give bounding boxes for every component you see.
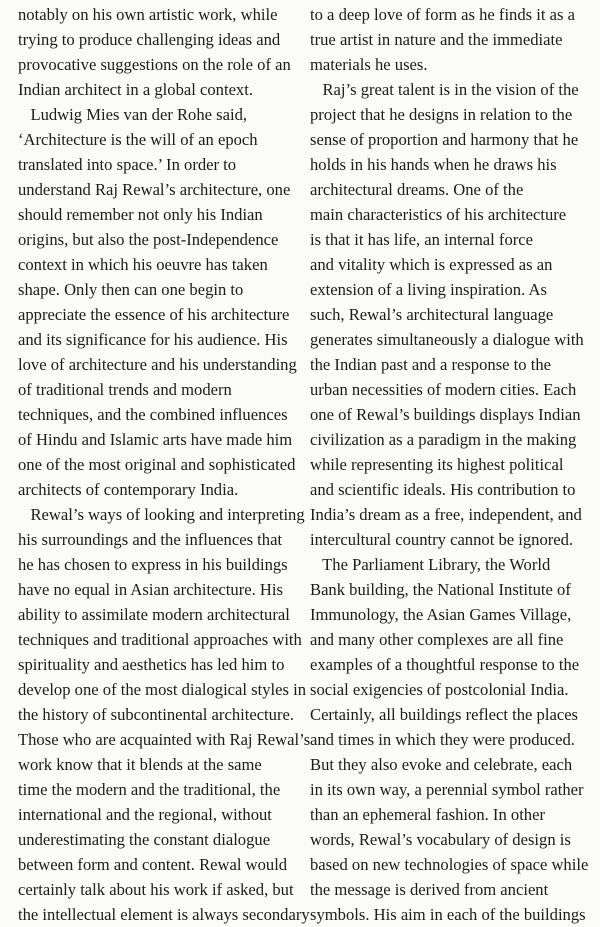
text-line: generates simultaneously a dialogue with xyxy=(310,330,584,349)
text-line: main characteristics of his architecture xyxy=(310,205,567,224)
right-text-column xyxy=(310,2,594,927)
text-line: and scientific ideals. His contribution to xyxy=(310,480,576,499)
text-line: the Indian past and a response to the xyxy=(310,355,551,374)
text-line: India’s dream as a free, independent, and xyxy=(310,505,582,524)
text-line: project that he designs in relation to the xyxy=(310,105,573,124)
text-line: of Hindu and Islamic arts have made him xyxy=(18,430,293,449)
text-line: social exigencies of postcolonial India. xyxy=(310,680,569,699)
text-line: his surroundings and the influences that xyxy=(18,530,283,549)
text-line: spirituality and aesthetics has led him to xyxy=(18,655,285,674)
text-line: architects of contemporary India. xyxy=(18,480,239,499)
text-line: Raj’s great talent is in the vision of the xyxy=(310,80,579,99)
text-line: the intellectual element is always secondary xyxy=(18,905,310,924)
text-line: materials he uses. xyxy=(310,55,428,74)
text-line: Bank building, the National Institute of xyxy=(310,580,571,599)
text-line: he has chosen to express in his buildings xyxy=(18,555,288,574)
text-line: intercultural country cannot be ignored. xyxy=(310,530,574,549)
text-line: architectural dreams. One of the xyxy=(310,180,524,199)
text-line: shape. Only then can one begin to xyxy=(18,280,244,299)
text-line: than an ephemeral fashion. In other xyxy=(310,805,545,824)
left-text-column xyxy=(18,2,311,927)
text-line: Certainly, all buildings reflect the places xyxy=(310,705,579,724)
text-line: sense of proportion and harmony that he xyxy=(310,130,579,149)
text-line: such, Rewal’s architectural language xyxy=(310,305,554,324)
text-line: techniques, and the combined influences xyxy=(18,405,288,424)
text-line: is that it has life, an internal force xyxy=(310,230,534,249)
text-line: symbols. His aim in each of the buildings xyxy=(310,905,586,924)
text-line: context in which his oeuvre has taken xyxy=(18,255,268,274)
text-line: Those who are acquainted with Raj Rewal’s xyxy=(18,730,311,749)
text-line: international and the regional, without xyxy=(18,805,272,824)
text-line: provocative suggestions on the role of an xyxy=(18,55,291,74)
text-line: extension of a living inspiration. As xyxy=(310,280,547,299)
text-line: have no equal in Asian architecture. His xyxy=(18,580,283,599)
text-line: underestimating the constant dialogue xyxy=(18,830,271,849)
text-line: in its own way, a perennial symbol rather xyxy=(310,780,584,799)
text-line: between form and content. Rewal would xyxy=(18,855,288,874)
text-line: understand Raj Rewal’s architecture, one xyxy=(18,180,291,199)
text-line: Ludwig Mies van der Rohe said, xyxy=(18,105,248,124)
text-line: ‘Architecture is the will of an epoch xyxy=(18,130,258,149)
text-line: one of Rewal’s buildings displays Indian xyxy=(310,405,581,424)
text-line: and many other complexes are all fine xyxy=(310,630,564,649)
text-line: Immunology, the Asian Games Village, xyxy=(310,605,572,624)
text-line: urban necessities of modern cities. Each xyxy=(310,380,577,399)
text-line: But they also evoke and celebrate, each xyxy=(310,755,573,774)
text-line: examples of a thoughtful response to the xyxy=(310,655,580,674)
text-line: and vitality which is expressed as an xyxy=(310,255,553,274)
text-line: trying to produce challenging ideas and xyxy=(18,30,281,49)
text-line: certainly talk about his work if asked, but xyxy=(18,880,294,899)
text-line: love of architecture and his understanding xyxy=(18,355,297,374)
text-line: Rewal’s ways of looking and interpreting xyxy=(18,505,305,524)
text-line: holds in his hands when he draws his xyxy=(310,155,557,174)
text-line: notably on his own artistic work, while xyxy=(18,5,278,24)
text-line: of traditional trends and modern xyxy=(18,380,232,399)
text-line: words, Rewal’s vocabulary of design is xyxy=(310,830,571,849)
text-line: The Parliament Library, the World xyxy=(310,555,551,574)
text-line: based on new technologies of space while xyxy=(310,855,589,874)
text-line: appreciate the essence of his architecture xyxy=(18,305,290,324)
text-line: develop one of the most dialogical styles in xyxy=(18,680,307,699)
text-line: should remember not only his Indian xyxy=(18,205,263,224)
text-line: ability to assimilate modern architectural xyxy=(18,605,290,624)
text-line: techniques and traditional approaches with xyxy=(18,630,302,649)
text-line: the history of subcontinental architecture. xyxy=(18,705,295,724)
text-line: true artist in nature and the immediate xyxy=(310,30,563,49)
text-line: work know that it blends at the same xyxy=(18,755,262,774)
text-line: origins, but also the post-Independence xyxy=(18,230,279,249)
text-line: civilization as a paradigm in the making xyxy=(310,430,577,449)
text-line: translated into space.’ In order to xyxy=(18,155,237,174)
text-line: the message is derived from ancient xyxy=(310,880,549,899)
text-line: one of the most original and sophisticated xyxy=(18,455,296,474)
text-line: Indian architect in a global context. xyxy=(18,80,253,99)
text-line: to a deep love of form as he finds it as a xyxy=(310,5,575,24)
text-line: and its significance for his audience. His xyxy=(18,330,288,349)
text-line: and times in which they were produced. xyxy=(310,730,575,749)
text-line: while representing its highest political xyxy=(310,455,564,474)
text-line: time the modern and the traditional, the xyxy=(18,780,281,799)
